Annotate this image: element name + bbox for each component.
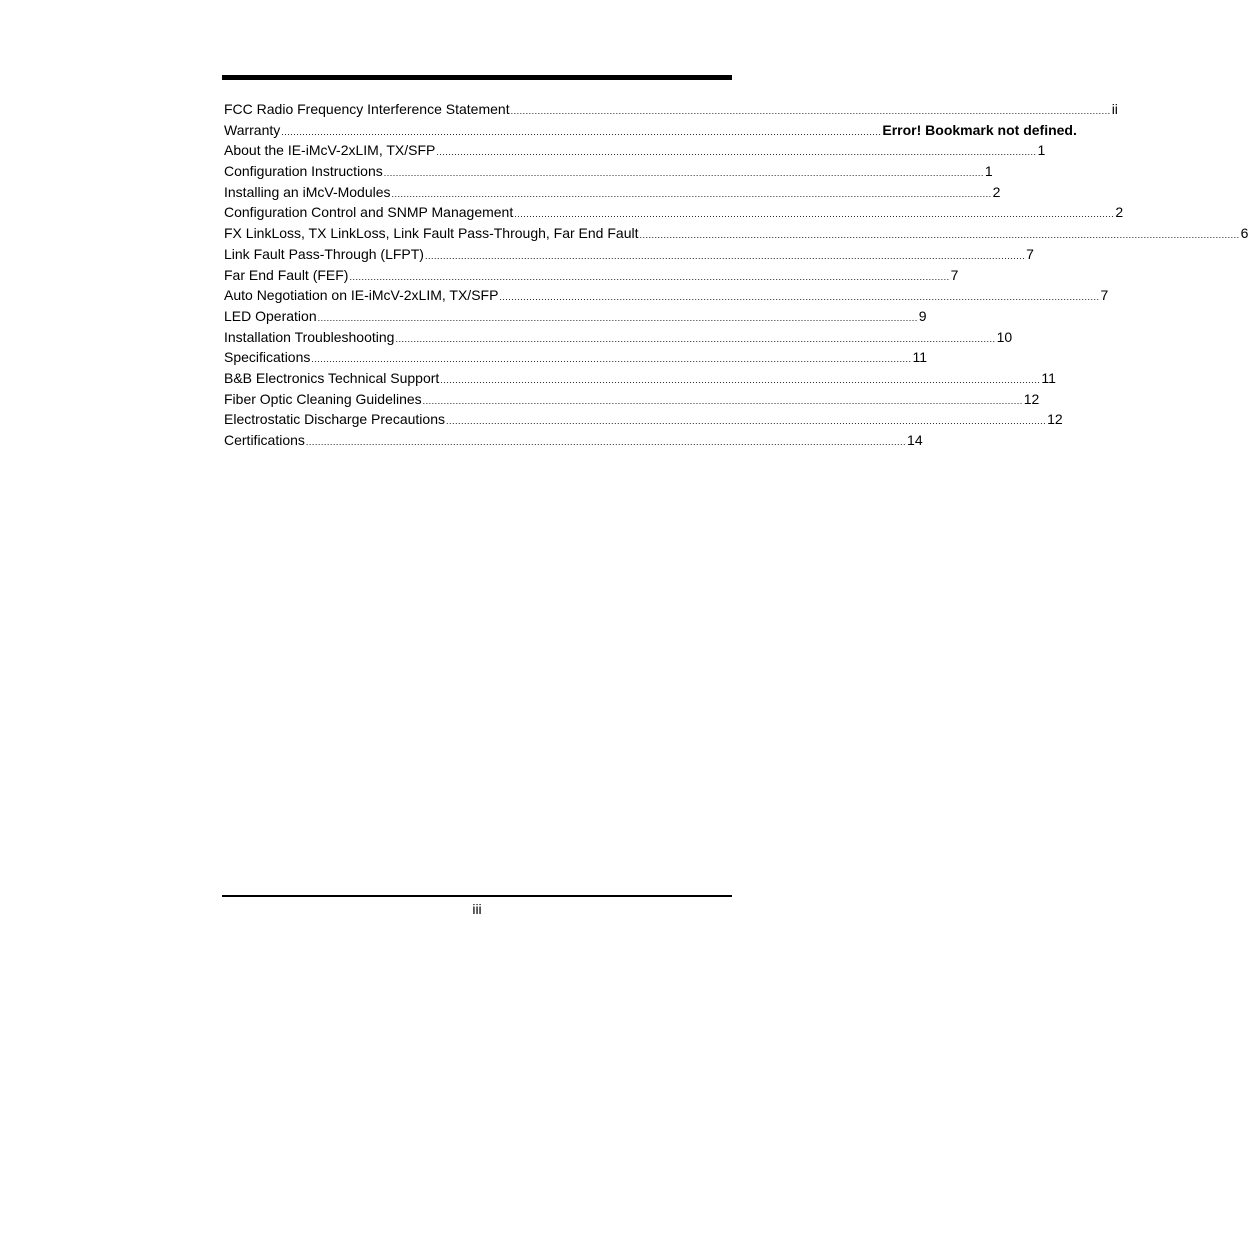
toc-entry-title: Installing an iMcV-Modules (224, 183, 391, 200)
toc-entry-title: Configuration Instructions (224, 163, 383, 180)
toc-entry-page: 2 (1115, 204, 1124, 221)
toc-dot-leader: ........................................................................................................................................................................................................ (440, 374, 1041, 385)
toc-entry[interactable] (224, 223, 1248, 244)
header-rule (222, 75, 732, 80)
toc-entry-title: FX LinkLoss, TX LinkLoss, Link Fault Pass-Through, Far End Fault (224, 225, 639, 242)
toc-entry-title: Electrostatic Discharge Precautions (224, 411, 445, 428)
page-number: iii (472, 901, 482, 917)
toc-entry-page: 7 (1100, 287, 1109, 304)
toc-entry[interactable] (224, 265, 959, 286)
toc-dot-leader: ........................................................................................................................................................................................................ (317, 312, 918, 323)
toc-dot-leader: ........................................................................................................................................................................................................ (639, 230, 1240, 241)
toc-entry-title: Far End Fault (FEF) (224, 266, 349, 283)
toc-entry-page: ii (1111, 101, 1118, 117)
toc-dot-leader: ........................................................................................................................................................................................................ (391, 188, 992, 199)
toc-dot-leader: ........................................................................................................................................................................................................ (311, 354, 912, 365)
toc-entry-page: 11 (912, 349, 928, 366)
toc-entry-title: Certifications (224, 432, 305, 448)
toc-entry-page: 1 (1037, 142, 1046, 159)
toc-entry[interactable] (224, 368, 1056, 389)
toc-entry-page: 1 (984, 163, 993, 180)
toc-dot-leader: ........................................................................................................................................................................................................ (305, 437, 907, 447)
toc-entry-page-error: Error! Bookmark not defined. (882, 121, 1077, 138)
toc-dot-leader: ........................................................................................................................................................................................................ (281, 126, 882, 137)
toc-dot-leader: ........................................................................................................................................................................................................ (446, 416, 1047, 427)
toc-entry[interactable] (224, 161, 993, 182)
toc-entry[interactable] (224, 140, 1046, 161)
toc-entry-title: FCC Radio Frequency Interference Statement (224, 101, 510, 117)
table-of-contents (224, 99, 1248, 451)
toc-entry-title: Configuration Control and SNMP Management (224, 204, 514, 221)
footer-rule (222, 895, 732, 897)
toc-entry-page: 7 (950, 266, 959, 283)
toc-entry[interactable] (224, 182, 1001, 203)
toc-entry[interactable] (224, 285, 1109, 306)
toc-dot-leader: ........................................................................................................................................................................................................ (499, 292, 1100, 303)
toc-dot-leader: ........................................................................................................................................................................................................ (422, 395, 1023, 406)
toc-dot-leader: ........................................................................................................................................................................................................ (436, 147, 1037, 158)
toc-entry-title: Auto Negotiation on IE-iMcV-2xLIM, TX/SFP (224, 287, 499, 304)
toc-entry-page: 6 (1240, 225, 1248, 242)
toc-entry-page: 9 (918, 307, 927, 324)
toc-entry-title: Fiber Optic Cleaning Guidelines (224, 390, 422, 407)
toc-entry-title: Installation Troubleshooting (224, 328, 395, 345)
toc-entry[interactable] (224, 120, 1077, 141)
toc-entry-title: About the IE-iMcV-2xLIM, TX/SFP (224, 142, 436, 159)
toc-entry-page: 7 (1026, 245, 1034, 262)
toc-entry-page: 12 (1023, 390, 1040, 407)
toc-entry-title: B&B Electronics Technical Support (224, 369, 440, 386)
toc-entry-title: Specifications (224, 349, 311, 366)
toc-entry[interactable] (224, 430, 923, 451)
toc-dot-leader: ........................................................................................................................................................................................................ (383, 168, 984, 179)
toc-entry[interactable] (224, 389, 1040, 410)
toc-entry[interactable] (224, 306, 927, 327)
toc-dot-leader: ........................................................................................................................................................................................................ (510, 106, 1111, 116)
toc-entry-title: Link Fault Pass-Through (LFPT) (224, 245, 424, 262)
toc-entry[interactable] (224, 244, 1034, 265)
toc-entry-title: LED Operation (224, 307, 317, 324)
toc-dot-leader: ........................................................................................................................................................................................................ (424, 250, 1026, 261)
toc-entry-page: 10 (996, 328, 1013, 345)
toc-entry[interactable] (224, 409, 1063, 430)
toc-dot-leader: ........................................................................................................................................................................................................ (395, 333, 996, 344)
toc-entry[interactable] (224, 347, 928, 368)
toc-entry[interactable] (224, 99, 1118, 120)
toc-entry[interactable] (224, 327, 1013, 348)
toc-dot-leader: ........................................................................................................................................................................................................ (349, 271, 950, 282)
toc-dot-leader: ........................................................................................................................................................................................................ (514, 209, 1115, 220)
toc-entry-page: 14 (907, 432, 923, 448)
toc-entry[interactable] (224, 202, 1124, 223)
toc-entry-title: Warranty (224, 121, 281, 138)
toc-entry-page: 11 (1041, 369, 1056, 386)
toc-entry-page: 12 (1047, 411, 1063, 428)
toc-entry-page: 2 (992, 183, 1001, 200)
